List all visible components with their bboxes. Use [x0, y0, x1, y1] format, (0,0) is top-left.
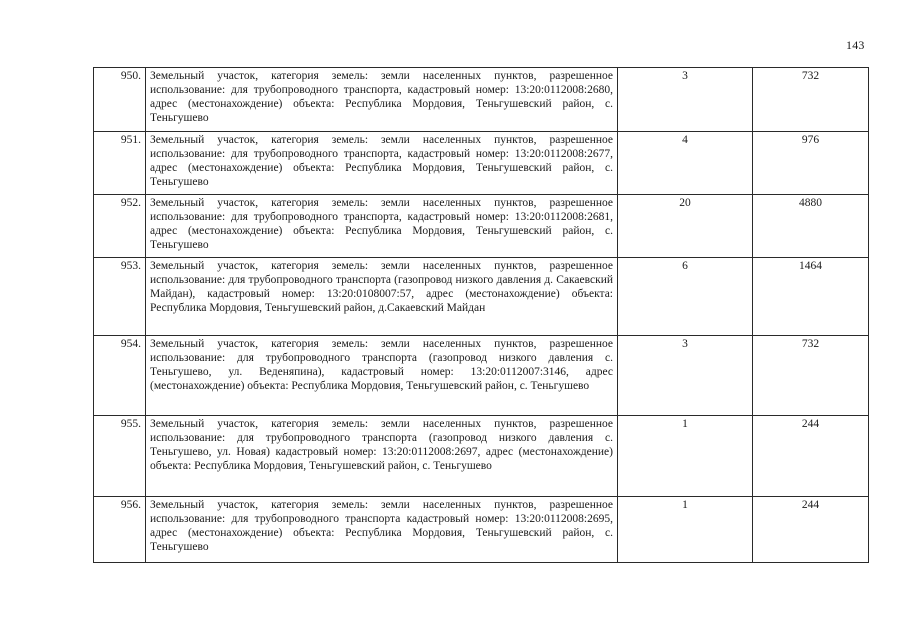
- land-plot-table: [93, 67, 869, 563]
- plot-quantity: 3: [618, 336, 753, 416]
- row-number: 954.: [94, 336, 146, 416]
- plot-quantity: 6: [618, 258, 753, 336]
- row-number: 952.: [94, 195, 146, 258]
- table-row: [94, 416, 869, 497]
- table-row: [94, 497, 869, 563]
- plot-description: Земельный участок, категория земель: земли населенных пунктов, разрешенное использование: для трубопроводного транспорта, кадастровый номер: 13:20:0112008:2680, адрес (местонахождение) объекта: Республика Мордовия, Теньгушевский район, с. Теньгушево: [146, 68, 618, 132]
- table-row: [94, 132, 869, 195]
- plot-description: Земельный участок, категория земель: земли населенных пунктов, разрешенное использование: для трубопроводного транспорта, кадастровый номер: 13:20:0112008:2681, адрес (местонахождение) объекта: Республика Мордовия, Теньгушевский район, с. Теньгушево: [146, 195, 618, 258]
- plot-value: 732: [753, 68, 869, 132]
- plot-description: Земельный участок, категория земель: земли населенных пунктов, разрешенное использование: для трубопроводного транспорта (газопровод низкого давления д. Сакаевский Майдан), кадастровый номер: 13:20:0108007:57, адрес (местонахождение) объекта: Республика Мордовия, Теньгушевский район, д.Сакаевский Майдан: [146, 258, 618, 336]
- plot-value: 244: [753, 497, 869, 563]
- plot-description: Земельный участок, категория земель: земли населенных пунктов, разрешенное использование: для трубопроводного транспорта кадастровый номер: 13:20:0112008:2695, адрес (местонахождение) объекта: Республика Мордовия, Теньгушевский район, с. Теньгушево: [146, 497, 618, 563]
- plot-value: 976: [753, 132, 869, 195]
- plot-value: 1464: [753, 258, 869, 336]
- plot-quantity: 4: [618, 132, 753, 195]
- row-number: 950.: [94, 68, 146, 132]
- plot-quantity: 1: [618, 497, 753, 563]
- plot-quantity: 1: [618, 416, 753, 497]
- row-number: 955.: [94, 416, 146, 497]
- plot-value: 4880: [753, 195, 869, 258]
- row-number: 951.: [94, 132, 146, 195]
- plot-description: Земельный участок, категория земель: земли населенных пунктов, разрешенное использование: для трубопроводного транспорта (газопровод низкого давления с. Теньгушево, ул. Веденяпина), кадастровый номер: 13:20:0112007:3146, адрес (местонахождение) объекта: Республика Мордовия, Теньгушевский район, с. Теньгушево: [146, 336, 618, 416]
- table-row: [94, 195, 869, 258]
- plot-description: Земельный участок, категория земель: земли населенных пунктов, разрешенное использование: для трубопроводного транспорта (газопровод низкого давления с. Теньгушево, ул. Новая) кадастровый номер: 13:20:0112008:2697, адрес (местонахождение) объекта: Республика Мордовия, Теньгушевский район, с. Теньгушево: [146, 416, 618, 497]
- page-number: 143: [846, 38, 865, 52]
- plot-quantity: 3: [618, 68, 753, 132]
- row-number: 956.: [94, 497, 146, 563]
- row-number: 953.: [94, 258, 146, 336]
- plot-description: Земельный участок, категория земель: земли населенных пунктов, разрешенное использование: для трубопроводного транспорта, кадастровый номер: 13:20:0112008:2677, адрес (местонахождение) объекта: Республика Мордовия, Теньгушевский район, с. Теньгушево: [146, 132, 618, 195]
- plot-value: 732: [753, 336, 869, 416]
- table-row: [94, 258, 869, 336]
- plot-quantity: 20: [618, 195, 753, 258]
- table-row: [94, 336, 869, 416]
- table-row: [94, 68, 869, 132]
- plot-value: 244: [753, 416, 869, 497]
